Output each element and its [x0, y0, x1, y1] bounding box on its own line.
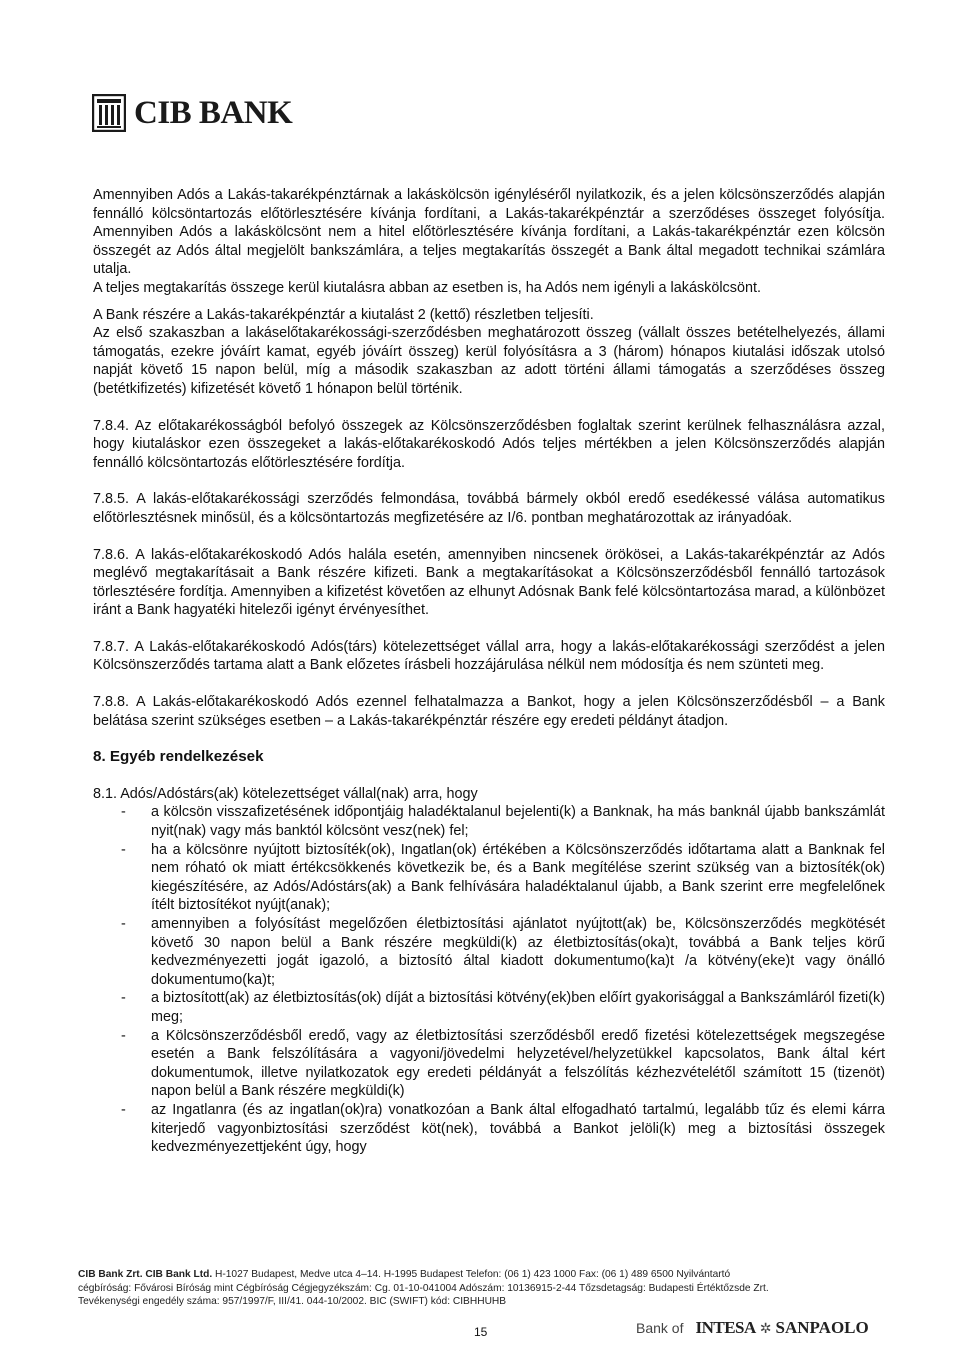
- paragraph-7-8-8: 7.8.8. A Lakás-előtakarékoskodó Adós ezennel felhatalmazza a Bankot, hogy a jelen Kölcsönszerződésből – a Bank belátása szerint szükséges esetben – a Lakás-takarékpénztár részére egy eredeti példányt átadjon.: [93, 694, 885, 729]
- paragraph-teljes-megtakaritas: A teljes megtakarítás összege kerül kiutalásra abban az esetben is, ha Adós nem igényli a lakáskölcsönt.: [93, 279, 761, 296]
- cib-bank-logo: [92, 94, 292, 132]
- list-item: - ha a kölcsönre nyújtott biztosíték(ok), Ingatlan(ok) értékében a Kölcsönszerződés időtartama alatt a Banknak fel nem róható ok miatt értékcsökkenés következik be, és a Bank megítélése szerint szükség van a biztosíték(ok) kiegészítésére, az Adós/Adóstárs(ak) a Bank felhívására haladéktalanul újabb, a Bank szerint erre megfelelőnek ítélt biztosítékot nyújt(anak);: [121, 841, 885, 914]
- footer-line-1: CIB Bank Zrt. CIB Bank Ltd. H-1027 Budapest, Medve utca 4–14. H-1995 Budapest Telefon: (06 1) 423 1000 Fax: (06 1) 489 6500 Nyilvántartó: [78, 1269, 731, 1280]
- footer-line-3: Tevékenységi engedély száma: 957/1997/F, III/41. 044-10/2002. BIC (SWIFT) kód: CIBHHUHB: [78, 1296, 507, 1308]
- list-item: - a kölcsön visszafizetésének időpontjáig haladéktalanul bejelenti(k) a Banknak, ha más banknál újabb bankszámlát nyit(nak) vagy más banktól kölcsönt vesz(nek) fel;: [121, 804, 885, 840]
- intesa-sanpaolo-logo: Bank of INTESA ✲ SANPAOLO: [636, 1318, 869, 1337]
- page-number: 15: [474, 1325, 488, 1339]
- document-body: [93, 186, 885, 1157]
- paragraph-ket-reszlet: A Bank részére a Lakás-takarékpénztár a kiutalást 2 (kettő) részletben teljesíti.: [93, 306, 594, 323]
- list-item: - a biztosított(ak) az életbiztosítás(ok) díját a biztosítási kötvény(ek)ben előírt gyakorisággal a Bankszámláról fizeti(k) meg;: [121, 990, 885, 1025]
- footer-line-2: cégbíróság: Fővárosi Bíróság mint Cégbíróság Cégjegyzékszám: Cg. 01-10-041004 Adószám: 10136915-2-44 Tőzsdetagság: Budapesti Értéktőzsde Zrt.: [78, 1282, 769, 1294]
- paragraph-8-1: 8.1. Adós/Adóstárs(ak) kötelezettséget vállal(nak) arra, hogy: [93, 785, 478, 802]
- paragraph-7-8-6: 7.8.6. A lakás-előtakarékoskodó Adós halála esetén, amennyiben nincsenek örökösei, a Lakás-takarékpénztár az Adós meglévő megtakarításait a Bank részére kifizeti. Bank a megtakarításokat a Kölcsönszerződésből fennálló tartozások törlesztésére fordítja. Amennyiben a kifizetést követően az elhunyt Adósnak Bank felé kölcsöntartozása marad, a különbözet iránt a Bank hagyatéki hitelezői igényt érvényesíthet.: [93, 546, 885, 619]
- cib-building-icon: [92, 94, 126, 132]
- logo-text: CIB BANK: [134, 94, 293, 131]
- list-item: - az Ingatlanra (és az ingatlan(ok)ra) vonatkozóan a Bank által elfogadható tartalmú, legalább tűz és elemi kárra kiterjedő vagyonbiztosítási szerződést köt(nek), továbbá a Bankot jelöli(k) meg a biztosítási összegek kedvezményezettjeként úgy, hogy: [121, 1101, 885, 1156]
- paragraph-kiutalas: Amennyiben Adós a Lakás-takarékpénztárnak a lakáskölcsön igényléséről nyilatkozik, és a jelen kölcsönszerződés alapján fennálló kölcsöntartozás előtörlesztésére kívánja fordítani, a Lakás-takarékpénztár a szerződéses összeget folyósítja. Amennyiben Adós a lakáskölcsönt nem a hitel előtörlesztésére kívánja fordítani, a Lakás-takarékpénztár ezen kölcsön összegét az Adós által megjelölt bankszámlára, a teljes megtakarítás összegét a Bank által megadott technikai számlára utalja.: [93, 187, 885, 278]
- paragraph-7-8-7: 7.8.7. A Lakás-előtakarékoskodó Adós(társ) kötelezettséget vállal arra, hogy a lakás-előtakarékossági szerződést a jelen Kölcsönszerződés tartama alatt a Bank előzetes írásbeli hozzájárulása nélkül nem módosítja és nem szünteti meg.: [93, 638, 885, 674]
- paragraph-7-8-5: 7.8.5. A lakás-előtakarékossági szerződés felmondása, továbbá bármely okból eredő esedékessé válása automatikus előtörlesztésnek minősül, és a kölcsöntartozás megfizetésére az I/6. pontban meghatározottak az irányadóak.: [93, 491, 885, 526]
- list-item: - a Kölcsönszerződésből eredő, vagy az életbiztosítási szerződésből eredő fizetési kötelezettségek megszegése esetén a Bank felszólítására a vagyoni/jövedelmi helyzetével/helyzetükkel kapcsolatos, Bank által kért dokumentumok, illetve nyilatkozatok egy eredeti példányát a felszólítás kézhezvételétől számított 15 (tizenöt) napon belül a Bank részére megküldi(k): [121, 1027, 885, 1100]
- paragraph-elso-szakasz: Az első szakaszban a lakáselőtakarékossági-szerződésben meghatározott összeg (vállalt összes betételhelyezés, állami támogatás, ezekre jóváírt kamat, egyéb jóváírt összeg) kerül folyósításra a 3 (három) hónapos kiutalási időszak utolsó napját követő 15 napon belül, míg a második szakaszban az adott történi állami támogatás a szerződéses összeg (betétkifizetés) kifizetését követő 1 hónapon belül történik.: [93, 325, 885, 397]
- obligations-list: [93, 803, 885, 1156]
- sanpaolo-star-icon: ✲: [759, 1320, 772, 1336]
- paragraph-7-8-4: 7.8.4. Az előtakarékosságból befolyó összegek az Kölcsönszerződésben foglaltak szerint kerülnek felhasználásra azzal, hogy kiutaláskor ezen összegeket a lakás-előtakarékoskodó Adós teljes mértékben a jelen Kölcsönszerződés alapján fennálló kölcsöntartozás előtörlesztésére fordítja.: [93, 417, 885, 471]
- footer-brand: CIB Bank Zrt. CIB Bank Ltd.: [78, 1269, 213, 1280]
- footer-company-info: [78, 1268, 888, 1309]
- section-heading-8: 8. Egyéb rendelkezések: [93, 748, 264, 766]
- list-item: - amennyiben a folyósítást megelőzően életbiztosítási ajánlatot nyújtott(ak) be, Kölcsönszerződés megkötését követő 30 napon belül a Bank részére megküldi(k) az életbiztosítás(oka)t, továbbá a Bank teljes körű kedvezményezetti jogát igazoló, a biztosító által kiadott dokumentumo(ka)t /a kötvény(eke)t vagy önálló dokumentumo(ka)t;: [121, 916, 885, 988]
